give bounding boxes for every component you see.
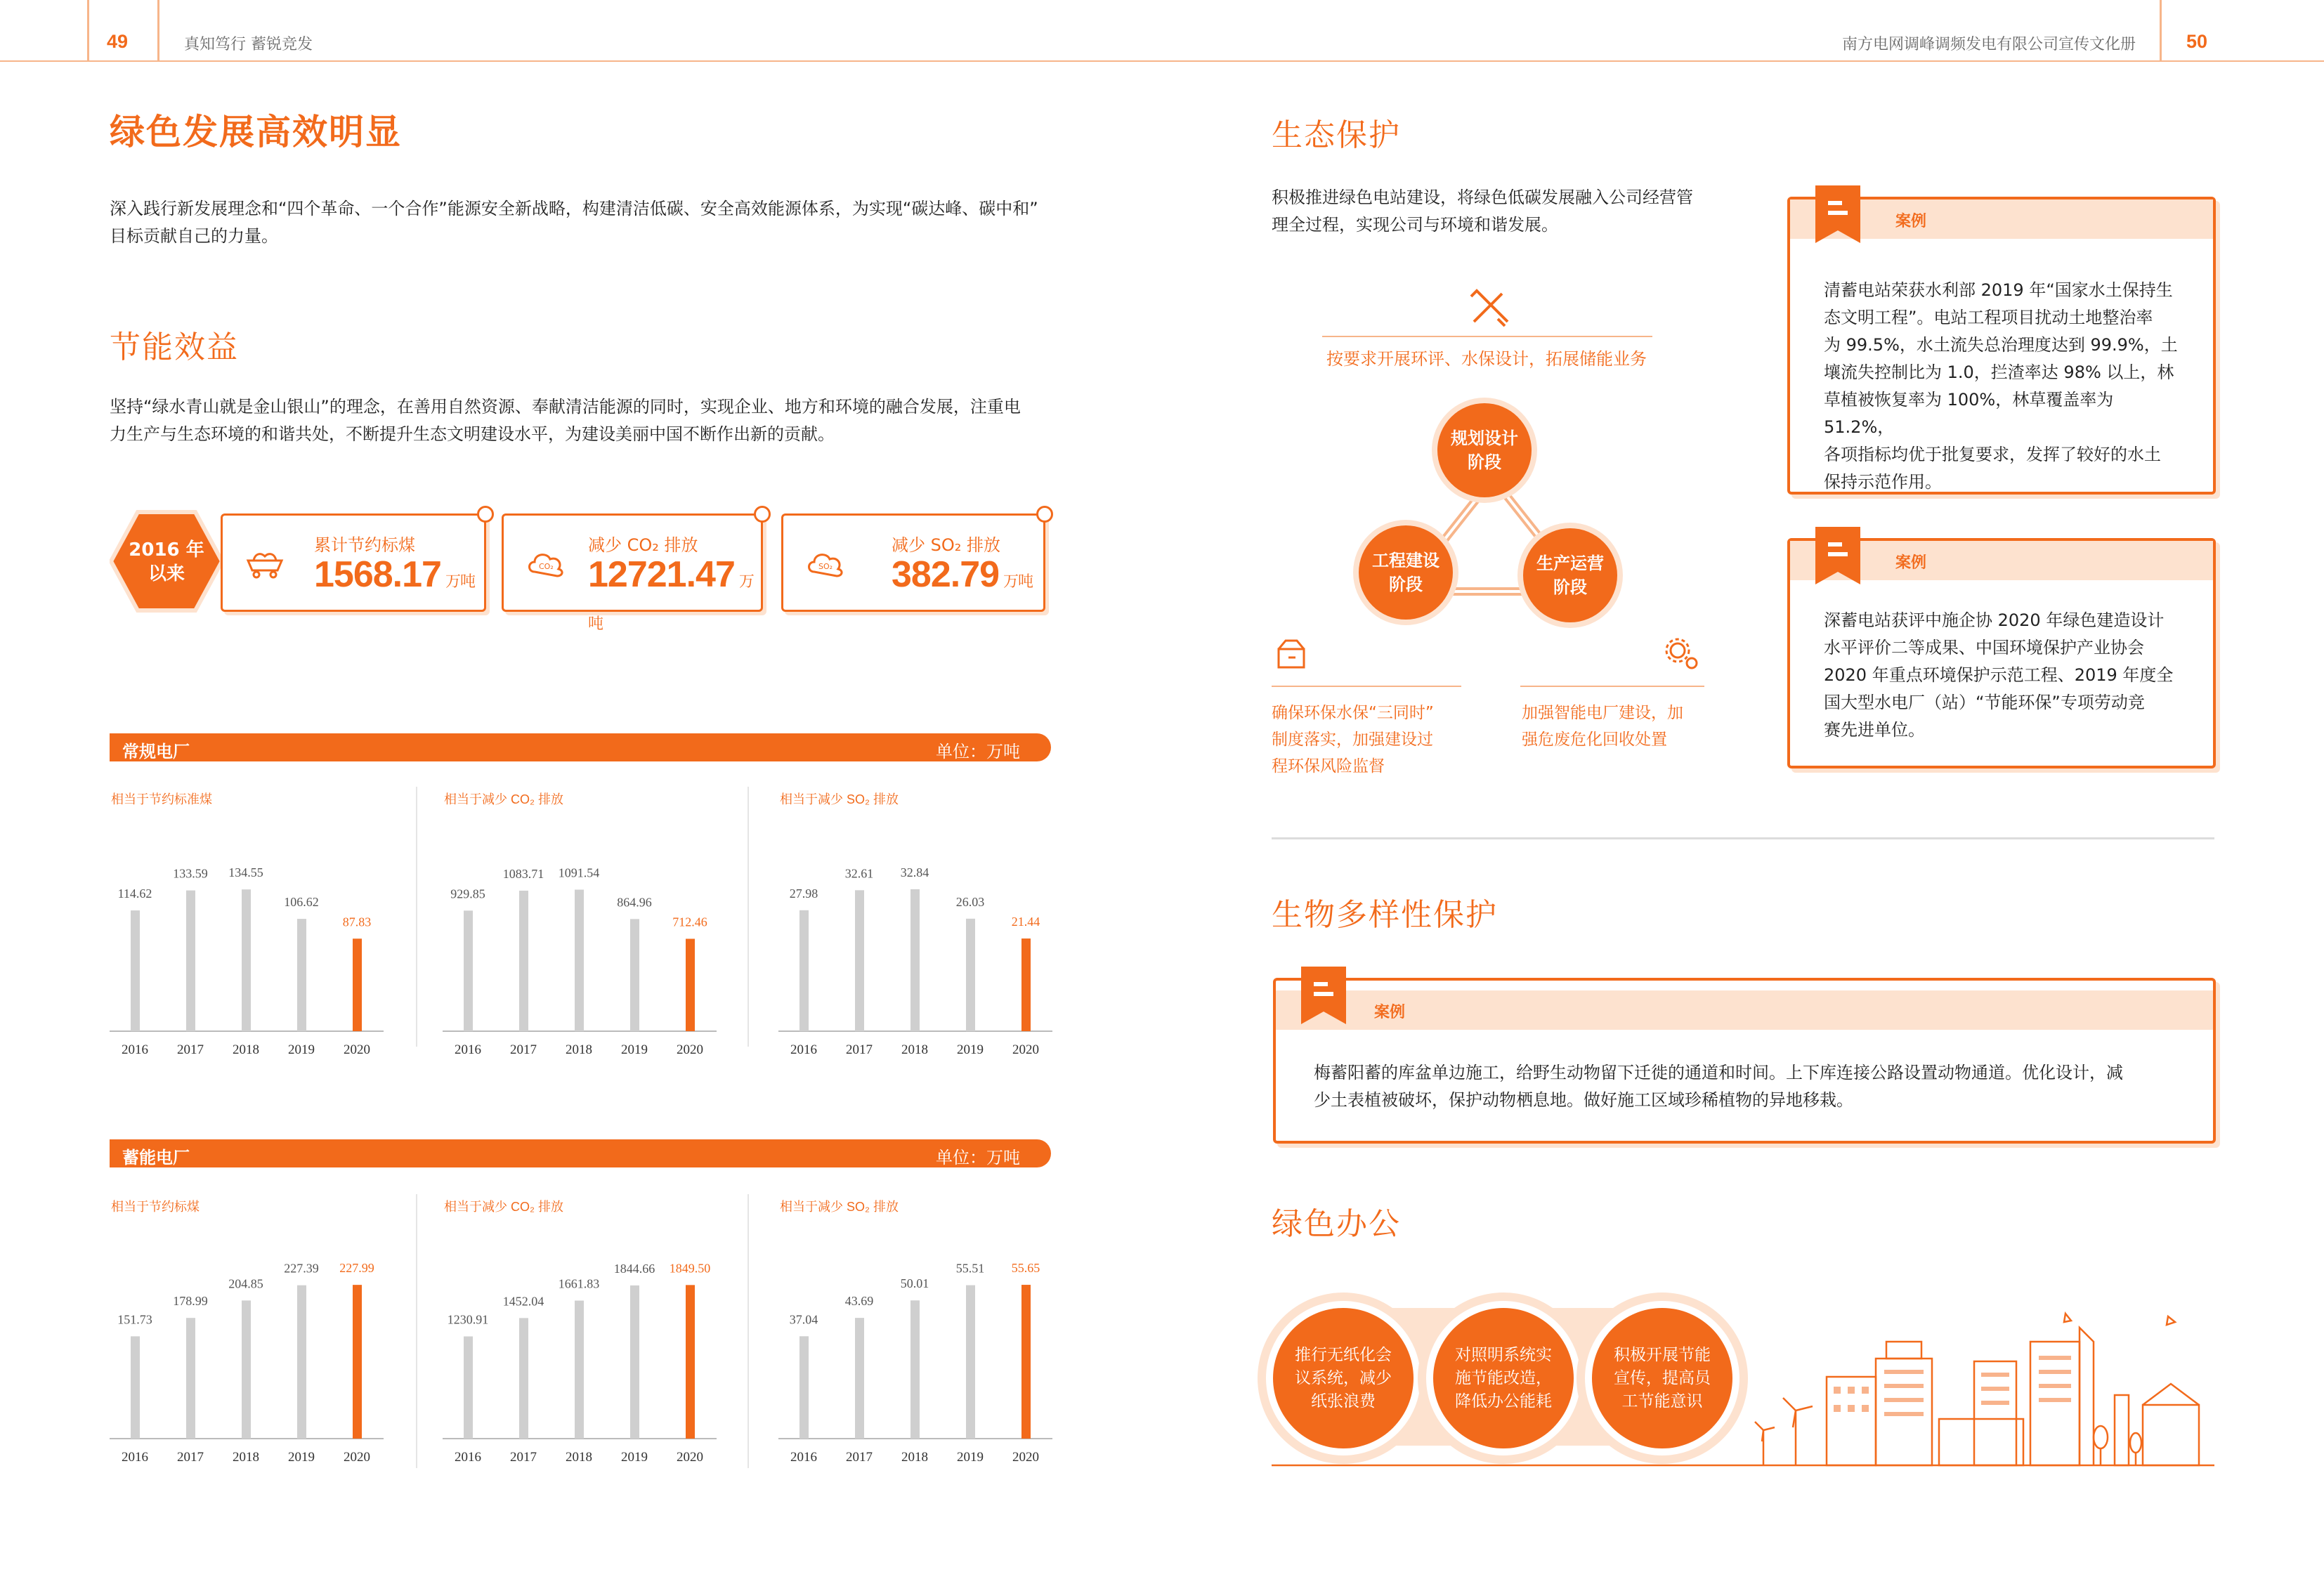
chart-separator	[748, 787, 749, 1047]
data-label-2018: 1091.54	[558, 865, 600, 880]
tick-label-2019: 2019	[288, 1042, 315, 1057]
data-label-2019: 106.62	[284, 895, 319, 910]
bar-2020	[686, 938, 695, 1031]
stat-co2-value: 12721.47 万吨	[588, 554, 754, 632]
stat-corner-ring	[754, 506, 771, 523]
data-label-2016: 929.85	[450, 886, 485, 901]
data-label-2020: 87.83	[342, 915, 372, 929]
so2-cloud-icon	[804, 545, 847, 580]
office-circle-paperless: 推行无纸化会 议系统，减少 纸张浪费	[1273, 1308, 1414, 1448]
bar-2018	[575, 1301, 584, 1439]
svg-text:SO₂: SO₂	[818, 562, 833, 571]
bookmark-icon	[1301, 967, 1346, 1024]
tick-label-2018: 2018	[901, 1042, 928, 1057]
chart-storage-co2	[443, 1194, 724, 1475]
chart-conventional-so2	[778, 787, 1059, 1068]
chart-title: 相当于减少 CO₂ 排放	[444, 792, 563, 806]
data-label-2017: 1452.04	[502, 1294, 544, 1309]
tick-label-2016: 2016	[122, 1450, 148, 1465]
header-divider-left-2	[157, 0, 159, 60]
chart-conventional-co2	[443, 787, 724, 1068]
bar-2016	[799, 910, 809, 1031]
bar-2017	[186, 891, 195, 1031]
chart-title: 相当于节约标煤	[111, 1200, 200, 1214]
data-label-2019: 26.03	[955, 894, 985, 909]
bookmark-icon	[1815, 527, 1860, 584]
green-city-illustration	[1272, 1300, 2214, 1472]
bar-2019	[966, 919, 975, 1031]
svg-text:CO₂: CO₂	[539, 562, 554, 571]
bar-2019	[297, 919, 306, 1031]
page-number-left: 49	[107, 31, 129, 52]
tick-label-2020: 2020	[344, 1042, 370, 1057]
bar-2017	[186, 1318, 195, 1439]
data-label-2020: 21.44	[1011, 915, 1040, 929]
bar-2018	[910, 1300, 920, 1439]
data-label-2016: 151.73	[117, 1312, 152, 1327]
section-title-energy: 节能效益	[110, 329, 239, 365]
conventional-plant-unit: 单位：万吨	[936, 742, 1020, 761]
bar-2020	[353, 938, 362, 1031]
bar-2016	[464, 1336, 473, 1439]
storage-plant-unit: 单位：万吨	[936, 1148, 1020, 1167]
stat-coal	[221, 513, 486, 612]
bar-2020	[1021, 1285, 1031, 1439]
bar-2016	[799, 1336, 809, 1439]
data-label-2018: 134.55	[228, 865, 263, 880]
case-text-qingxu: 清蓄电站荣获水利部 2019 年“国家水土保持生 态文明工程”。电站工程项目扰动土地整治率 为 99.5%，水土流失总治理度达到 99.9%，土 壤流失控制比为 1.0，拦渣率达 98% 以上，林 草植被恢复率为 100%，林草覆盖率为 51.2%， 各项指标均优于批复要求，发挥了较好的水土 保持示范作用。	[1824, 280, 2178, 492]
conventional-plant-bar	[110, 733, 1051, 761]
cycle-right-note: 加强智能电厂建设，加 强危废危化回收处置	[1522, 704, 1683, 749]
tick-label-2017: 2017	[510, 1450, 537, 1465]
data-label-2017: 133.59	[173, 866, 208, 881]
intro-paragraph: 深入践行新发展理念和“四个革命、一个合作”能源安全新战略，构建清洁低碳、安全高效能源体系，为实现“碳达峰、碳中和” 目标贡献自己的力量。	[110, 199, 1038, 246]
bar-2018	[242, 1300, 251, 1439]
page-number-right: 50	[2186, 31, 2208, 52]
chart-conventional-coal	[110, 787, 391, 1068]
bar-2017	[855, 1318, 864, 1439]
tools-icon	[1465, 288, 1515, 330]
bar-2016	[131, 1336, 140, 1439]
chart-title: 相当于减少 SO₂ 排放	[780, 1200, 899, 1214]
tick-label-2018: 2018	[901, 1450, 928, 1465]
bar-2019	[297, 1285, 306, 1439]
cycle-node-planning: 规划设计 阶段	[1437, 403, 1532, 497]
bar-2016	[131, 910, 140, 1031]
data-label-2017: 43.69	[844, 1294, 874, 1309]
data-label-2019: 1844.66	[613, 1261, 655, 1276]
tick-label-2020: 2020	[1012, 1042, 1039, 1057]
gear-icon	[1664, 636, 1700, 672]
bar-2017	[855, 890, 864, 1031]
bar-2020	[1021, 938, 1031, 1031]
section-title-biodiversity: 生物多样性保护	[1272, 897, 1498, 933]
chart-separator	[416, 1194, 417, 1468]
bar-2018	[242, 889, 251, 1031]
page-title: 绿色发展高效明显	[110, 112, 402, 152]
case-header-strip	[1276, 990, 2213, 1030]
stat-coal-value: 1568.17 万吨	[314, 554, 475, 595]
tick-label-2017: 2017	[846, 1042, 873, 1057]
case-text-shenxu: 深蓄电站获评中施企协 2020 年绿色建造设计 水平评价二等成果、中国环境保护产业协会 2020 年重点环境保护示范工程、2019 年度全 国大型水电厂（站）“节能环保”专项劳动竞 赛先进单位。	[1824, 610, 2174, 740]
header-divider-left	[87, 0, 89, 60]
tick-label-2019: 2019	[288, 1450, 315, 1465]
tick-label-2018: 2018	[233, 1450, 259, 1465]
cycle-node-construction: 工程建设 阶段	[1359, 525, 1453, 620]
bar-2019	[966, 1285, 975, 1439]
energy-paragraph: 坚持“绿水青山就是金山银山”的理念，在善用自然资源、奉献清洁能源的同时，实现企业、地方和环境的融合发展，注重电 力生产与生态环境的和谐共处，不断提升生态文明建设水平，为建设美丽中国不断作出新的贡献。	[110, 397, 1021, 444]
cycle-top-note: 按要求开展环评、水保设计，拓展储能业务	[1326, 349, 1647, 369]
tick-label-2016: 2016	[455, 1450, 481, 1465]
tick-label-2020: 2020	[677, 1450, 703, 1465]
since-2016-text: 2016 年 以来	[129, 539, 204, 584]
office-circle-lighting: 对照明系统实 施节能改造， 降低办公能耗	[1433, 1308, 1574, 1448]
section-title-eco: 生态保护	[1272, 117, 1401, 153]
bar-2018	[575, 889, 584, 1031]
chart-storage-coal	[110, 1194, 391, 1475]
data-label-2020: 55.65	[1011, 1261, 1040, 1276]
data-label-2019: 227.39	[284, 1261, 319, 1276]
tick-label-2019: 2019	[957, 1450, 984, 1465]
stat-so2-label: 减少 SO₂ 排放	[892, 535, 1001, 555]
cycle-left-note: 确保环保水保“三同时” 制度落实，加强建设过 程环保风险监督	[1272, 704, 1434, 776]
cycle-node-operation: 生产运营 阶段	[1523, 528, 1617, 622]
data-label-2018: 50.01	[900, 1276, 929, 1291]
tick-label-2018: 2018	[233, 1042, 259, 1057]
data-label-2016: 1230.91	[447, 1312, 489, 1327]
chart-title: 相当于减少 CO₂ 排放	[444, 1200, 563, 1214]
tick-label-2017: 2017	[510, 1042, 537, 1057]
stat-co2	[502, 513, 763, 632]
stat-coal-label: 累计节约标煤	[314, 535, 415, 555]
tick-label-2016: 2016	[790, 1450, 817, 1465]
tick-label-2017: 2017	[177, 1042, 204, 1057]
header-left-title: 真知笃行 蓄锐竞发	[184, 36, 313, 53]
stat-so2	[781, 513, 1045, 612]
header-divider-right	[2160, 0, 2162, 60]
cycle-right-rule	[1520, 686, 1704, 687]
data-label-2018: 204.85	[228, 1276, 263, 1291]
tick-label-2020: 2020	[1012, 1450, 1039, 1465]
bar-2020	[686, 1285, 695, 1439]
cycle-top-rule	[1322, 336, 1652, 337]
tick-label-2019: 2019	[621, 1042, 648, 1057]
chart-title: 相当于节约标准煤	[111, 792, 212, 806]
data-label-2020: 712.46	[672, 915, 707, 929]
bar-2020	[353, 1285, 362, 1439]
section-divider	[1272, 837, 2214, 839]
chart-separator	[748, 1194, 749, 1468]
tick-label-2020: 2020	[344, 1450, 370, 1465]
coal-cart-icon	[244, 545, 286, 580]
chart-title: 相当于减少 SO₂ 排放	[780, 792, 899, 806]
tick-label-2019: 2019	[621, 1450, 648, 1465]
chart-separator	[416, 787, 417, 1047]
storage-plant-bar	[110, 1139, 1051, 1167]
case-text-biodiversity: 梅蓄阳蓄的库盆单边施工，给野生动物留下迁徙的通道和时间。上下库连接公路设置动物通道。优化设计，减 少土表植被破坏，保护动物栖息地。做好施工区域珍稀植物的异地移栽。	[1314, 1063, 2123, 1110]
data-label-2016: 37.04	[789, 1312, 818, 1327]
eco-paragraph: 积极推进绿色电站建设，将绿色低碳发展融入公司经营管 理全过程，实现公司与环境和谐发展。	[1272, 188, 1693, 235]
bar-2018	[910, 889, 920, 1031]
conventional-plant-title: 常规电厂	[122, 742, 190, 761]
tick-label-2019: 2019	[957, 1042, 984, 1057]
tick-label-2020: 2020	[677, 1042, 703, 1057]
data-label-2017: 1083.71	[502, 866, 544, 881]
data-label-2017: 32.61	[844, 866, 874, 881]
storage-plant-title: 蓄能电厂	[122, 1148, 190, 1167]
tick-label-2018: 2018	[566, 1042, 592, 1057]
stat-co2-label: 减少 CO₂ 排放	[588, 535, 698, 555]
case-box-shenxu	[1787, 538, 2216, 768]
data-label-2020: 1849.50	[669, 1261, 711, 1276]
data-label-2016: 114.62	[117, 886, 152, 901]
co2-cloud-icon	[525, 545, 567, 580]
bar-2016	[464, 910, 473, 1031]
tick-label-2016: 2016	[455, 1042, 481, 1057]
data-label-2018: 1661.83	[558, 1276, 600, 1291]
case-label: 案例	[1895, 213, 1927, 230]
data-label-2017: 178.99	[173, 1294, 208, 1309]
tick-label-2016: 2016	[790, 1042, 817, 1057]
stat-corner-ring	[1036, 506, 1053, 523]
tick-label-2017: 2017	[177, 1450, 204, 1465]
data-label-2018: 32.84	[900, 865, 929, 879]
bar-2019	[630, 919, 639, 1031]
case-box-qingxu	[1787, 197, 2216, 495]
bar-2017	[519, 891, 528, 1031]
bar-2017	[519, 1318, 528, 1439]
header-rule	[0, 60, 2324, 62]
case-label: 案例	[1374, 1004, 1406, 1021]
section-title-green-office: 绿色办公	[1272, 1206, 1401, 1242]
bar-2019	[630, 1285, 639, 1439]
case-label: 案例	[1895, 554, 1927, 572]
stat-corner-ring	[477, 506, 494, 523]
tick-label-2018: 2018	[566, 1450, 592, 1465]
tick-label-2016: 2016	[122, 1042, 148, 1057]
data-label-2016: 27.98	[789, 886, 818, 901]
case-box-biodiversity	[1273, 978, 2216, 1144]
data-label-2020: 227.99	[339, 1261, 374, 1276]
bookmark-icon	[1815, 185, 1860, 243]
cycle-left-rule	[1272, 686, 1461, 687]
stat-so2-value: 382.79 万吨	[892, 554, 1033, 595]
office-circle-awareness: 积极开展节能 宣传，提高员 工节能意识	[1592, 1308, 1732, 1448]
data-label-2019: 55.51	[955, 1261, 985, 1276]
data-label-2019: 864.96	[617, 895, 652, 910]
header-right-title: 南方电网调峰调频发电有限公司宣传文化册	[1842, 36, 2136, 53]
tick-label-2017: 2017	[846, 1450, 873, 1465]
chart-storage-so2	[778, 1194, 1059, 1475]
package-icon	[1274, 636, 1310, 672]
